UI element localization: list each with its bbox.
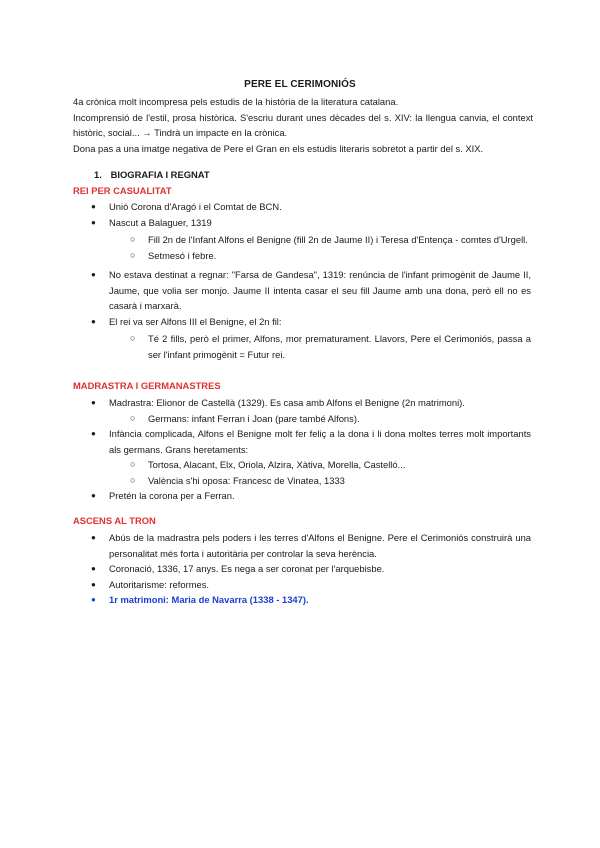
list-item: ● Abús de la madrastra pels poders i les terres d'Alfons el Benigne. Pere el Cerimoniós construirà una personalitat més forta i autoritària per controlar la seva herència. — [91, 532, 531, 559]
section-madrastra — [91, 395, 531, 504]
circle-bullet-icon: ○ — [130, 249, 136, 260]
list-item: ● El rei va ser Alfons III el Benigne, el 2n fil: — [91, 314, 531, 330]
list-item: ● Autoritarisme: reformes. — [91, 577, 531, 593]
sub-list-item: ○ Té 2 fills, però el primer, Alfons, mor prematurament. Llavors, Pere el Cerimoniós, passa a ser l'infant primogènit = Futur rei. — [130, 333, 531, 360]
list-item: ● No estava destinat a regnar: "Farsa de Gandesa", 1319: renúncia de l'infant primogènit de Jaume II, Jaume, que volia ser monjo. Jaume II intenta casar el seu fill Jaume amb una dona, però ell no es casarà i marxarà. — [91, 269, 531, 311]
document-title: PERE EL CERIMONIÓS — [244, 79, 356, 90]
list-item: ● Unió Corona d'Aragó i el Comtat de BCN. — [91, 199, 531, 215]
bullet-icon: ● — [91, 398, 96, 407]
section-title-rei-per-casualitat: REI PER CASUALITAT — [73, 185, 172, 196]
sub-list-item: ○ Fill 2n de l'Infant Alfons el Benigne (fill 2n de Jaume II) i Teresa d'Entença - comtes d'Urgell. — [130, 232, 531, 248]
heading-text: BIOGRAFIA I REGNAT — [110, 169, 210, 180]
circle-bullet-icon: ○ — [130, 412, 136, 423]
intro-paragraphs — [73, 94, 533, 156]
section-title-madrastra: MADRASTRA I GERMANASTRES — [73, 380, 221, 391]
bullet-icon: ● — [91, 564, 96, 573]
circle-bullet-icon: ○ — [130, 333, 136, 343]
bullet-icon: ● — [91, 533, 96, 542]
section-rei-per-casualitat — [91, 199, 531, 362]
list-item: ● Nascut a Balaguer, 1319 — [91, 215, 531, 231]
list-item: ● Infància complicada, Alfons el Benigne molt fer feliç a la dona i li dona moltes terres molt importants als germans. Grans heretaments: — [91, 428, 531, 455]
heading-biografia — [94, 167, 210, 183]
sub-list-item: ○ Setmesó i febre. — [130, 248, 531, 264]
circle-bullet-icon: ○ — [130, 459, 136, 469]
bullet-icon: ● — [91, 579, 96, 589]
list-item: ● Coronació, 1336, 17 anys. Es nega a ser coronat per l'arquebisbe. — [91, 561, 531, 577]
heading-number: 1. — [94, 169, 102, 180]
sub-list-item: ○ Germans: infant Ferran i Joan (pare també Alfons). — [130, 411, 531, 427]
section-title-ascens: ASCENS AL TRON — [73, 515, 156, 526]
list-item: ● Madrastra: Elionor de Castellà (1329). Es casa amb Alfons el Benigne (2n matrimoni). — [91, 395, 531, 411]
intro-line-1: 4a crònica molt incompresa pels estudis de la història de la literatura catalana. — [73, 96, 399, 107]
bullet-icon: ● — [91, 316, 96, 326]
circle-bullet-icon: ○ — [130, 474, 136, 485]
bullet-icon: ● — [91, 270, 96, 279]
bullet-icon: ● — [91, 429, 96, 438]
list-item: ● Pretén la corona per a Ferran. — [91, 488, 531, 504]
sub-list-item: ○ Tortosa, Alacant, Elx, Oriola, Alzira, Xàtiva, Morella, Castelló... — [130, 457, 531, 473]
bullet-icon: ● — [91, 217, 96, 227]
sub-list-item: ○ València s'hi oposa: Francesc de Vinatea, 1333 — [130, 473, 531, 489]
bullet-icon: ● — [91, 202, 96, 211]
circle-bullet-icon: ○ — [130, 234, 136, 244]
section-ascens — [91, 530, 531, 608]
list-item — [91, 592, 531, 608]
highlighted-item: 1r matrimoni: Maria de Navarra (1338 - 1347). — [109, 594, 309, 605]
intro-line-3: Dona pas a una imatge negativa de Pere el Gran en els estudis literaris sobretot a partir del s. XIX. — [73, 142, 484, 154]
intro-line-2: Incomprensió de l'estil, prosa històrica. S'escriu durant unes dècades del s. XIV: la llengua canvia, el context històric, social... → Tindrà un impacte en la crònica. — [73, 111, 533, 138]
bullet-icon: ● — [91, 595, 96, 604]
bullet-icon: ● — [91, 491, 96, 500]
